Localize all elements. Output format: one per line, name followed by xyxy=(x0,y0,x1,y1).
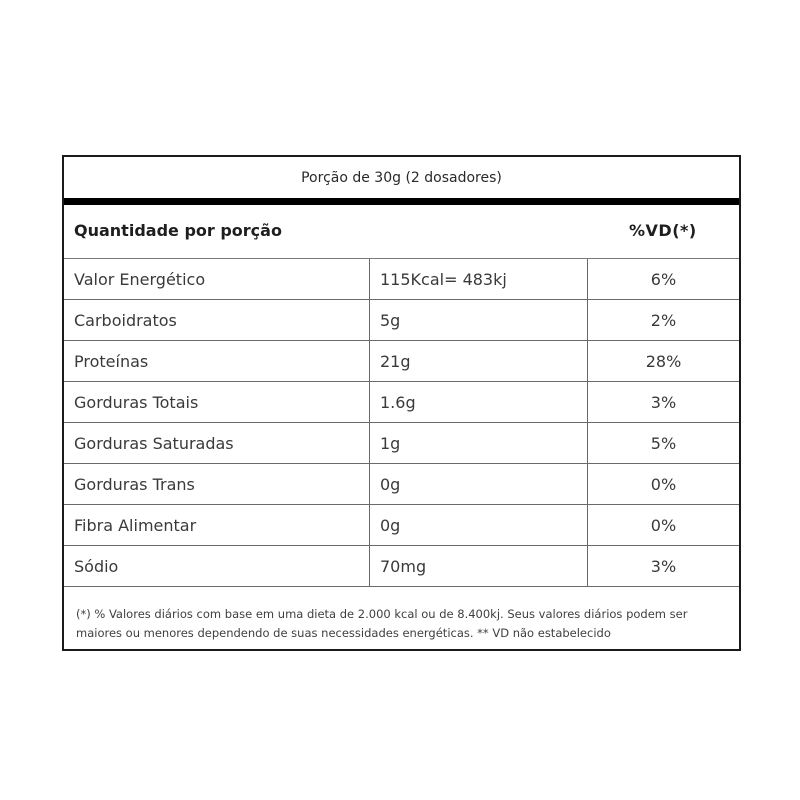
nutrient-name: Gorduras Trans xyxy=(64,464,370,504)
portion-size: Porção de 30g (2 dosadores) xyxy=(301,169,502,186)
table-row xyxy=(64,259,739,300)
nutrient-name: Carboidratos xyxy=(64,300,370,340)
footnote-line-2: maiores ou menores dependendo de suas necessidades energéticas. ** VD não estabelecido xyxy=(76,626,611,640)
nutrient-amount: 115Kcal= 483kj xyxy=(370,259,588,299)
nutrient-amount: 21g xyxy=(370,341,588,381)
nutrient-vd: 2% xyxy=(650,310,677,330)
daily-value-heading: %VD(*) xyxy=(629,221,697,240)
table-row xyxy=(64,464,739,505)
nutrient-amount: 1.6g xyxy=(370,382,588,422)
nutrient-name: Gorduras Totais xyxy=(64,382,370,422)
nutrient-name: Valor Energético xyxy=(64,259,370,299)
nutrient-name: Proteínas xyxy=(64,341,370,381)
nutrient-vd: 6% xyxy=(650,269,677,289)
table-row xyxy=(64,382,739,423)
nutrition-facts-table xyxy=(62,155,741,651)
quantity-per-portion-heading: Quantidade por porção xyxy=(74,221,282,240)
table-row xyxy=(64,546,739,587)
nutrient-vd: 3% xyxy=(650,556,677,576)
nutrient-name: Fibra Alimentar xyxy=(64,505,370,545)
nutrient-amount: 70mg xyxy=(370,546,588,586)
nutrient-name: Sódio xyxy=(64,546,370,586)
nutrient-vd: 5% xyxy=(650,433,677,453)
nutrient-amount: 0g xyxy=(370,464,588,504)
footnote xyxy=(64,587,739,643)
nutrient-vd: 0% xyxy=(650,515,677,535)
nutrient-vd: 3% xyxy=(650,392,677,412)
nutrient-amount: 1g xyxy=(370,423,588,463)
nutrient-amount: 0g xyxy=(370,505,588,545)
nutrient-vd: 28% xyxy=(645,351,682,371)
table-row xyxy=(64,341,739,382)
nutrient-amount: 5g xyxy=(370,300,588,340)
table-header xyxy=(64,205,739,259)
table-row xyxy=(64,505,739,546)
nutrient-vd: 0% xyxy=(650,474,677,494)
table-row xyxy=(64,300,739,341)
thick-divider xyxy=(64,198,739,205)
table-row xyxy=(64,423,739,464)
nutrient-name: Gorduras Saturadas xyxy=(64,423,370,463)
footnote-line-1: (*) % Valores diários com base em uma dieta de 2.000 kcal ou de 8.400kj. Seus valores diários podem ser xyxy=(76,607,688,621)
